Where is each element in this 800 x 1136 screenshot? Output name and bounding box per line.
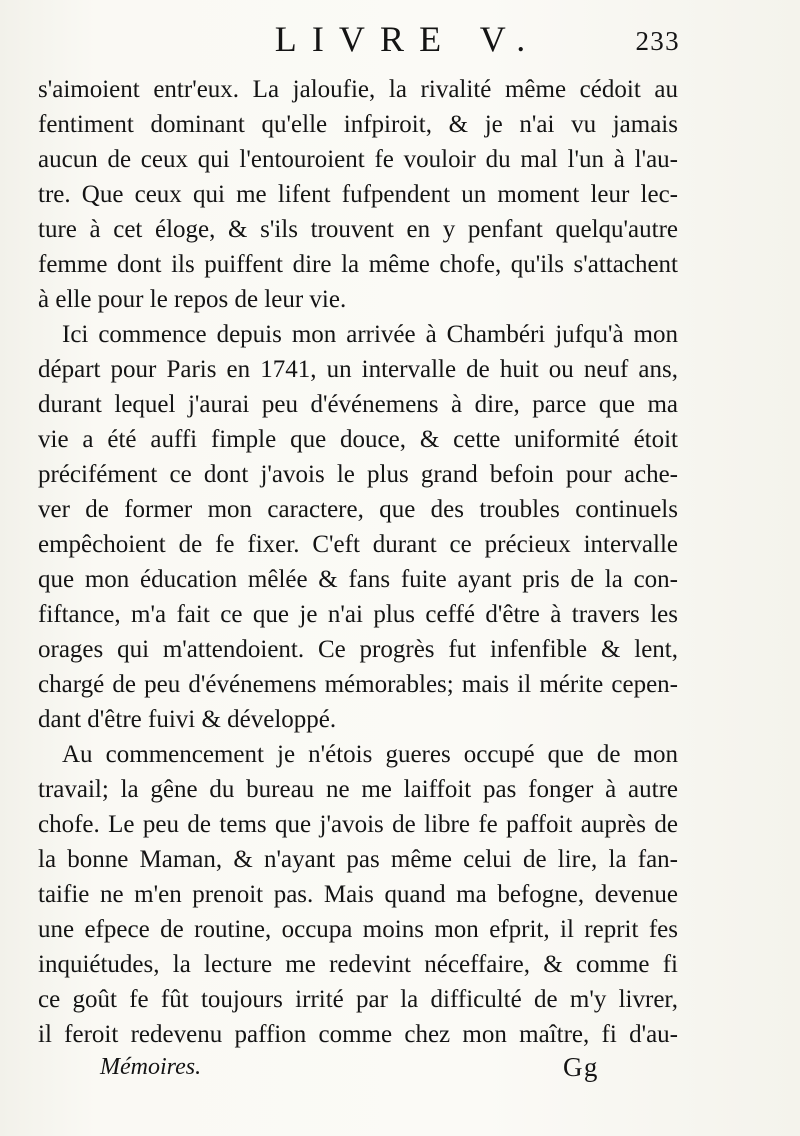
text-line: orages qui m'attendoient. Ce progrès fut infenfible & lent,	[38, 636, 678, 663]
text-line: inquiétudes, la lecture me redevint néceffaire, & comme fi	[38, 951, 678, 978]
running-header-title: LIVRE V.	[274, 19, 541, 59]
text-line: une efpece de routine, occupa moins mon efprit, il reprit fes	[38, 916, 678, 943]
text-line: précifément ce dont j'avois le plus grand befoin pour ache-	[38, 461, 678, 488]
text-line: ver de former mon caractere, que des troubles continuels	[38, 496, 678, 523]
text-line: il feroit redevenu paffion comme chez mon maître, fi d'au-	[38, 1021, 678, 1048]
text-line: dant d'être fuivi & développé.	[38, 706, 337, 733]
text-line: aucun de ceux qui l'entouroient fe vouloir du mal l'un à l'au-	[38, 146, 678, 173]
text-line: ture à cet éloge, & s'ils trouvent en y penfant quelqu'autre	[38, 216, 678, 243]
text-line: la bonne Maman, & n'ayant pas même celui de lire, la fan-	[38, 846, 678, 873]
signature-mark: Gg	[563, 1052, 599, 1082]
text-line: chargé de peu d'événemens mémorables; mais il mérite cepen-	[38, 671, 678, 698]
body-text	[38, 72, 678, 1052]
text-line: fiftance, m'a fait ce que je n'ai plus ceffé d'être à travers les	[38, 601, 678, 628]
text-line: que mon éducation mêlée & fans fuite ayant pris de la con-	[38, 566, 678, 593]
text-line: vie a été auffi fimple que douce, & cette uniformité étoit	[38, 426, 678, 453]
page-number: 233	[635, 26, 680, 56]
text-line: empêchoient de fe fixer. C'eft durant ce précieux intervalle	[38, 531, 678, 558]
text-line: durant lequel j'aurai peu d'événemens à dire, parce que ma	[38, 391, 678, 418]
paragraph	[38, 72, 678, 317]
text-line: taifie ne m'en prenoit pas. Mais quand ma befogne, devenue	[38, 881, 678, 908]
text-line: s'aimoient entr'eux. La jaloufie, la rivalité même cédoit au	[38, 76, 678, 103]
text-line: ce goût fe fût toujours irrité par la difficulté de m'y livrer,	[38, 986, 678, 1013]
paragraph	[38, 737, 678, 1052]
text-line: départ pour Paris en 1741, un intervalle de huit ou neuf ans,	[38, 356, 678, 383]
footer-work-title: Mémoires.	[100, 1054, 202, 1080]
text-line: à elle pour le repos de leur vie.	[38, 286, 347, 313]
text-line: fentiment dominant qu'elle infpiroit, & je n'ai vu jamais	[38, 111, 678, 138]
text-line: chofe. Le peu de tems que j'avois de libre fe paffoit auprès de	[38, 811, 678, 838]
text-line: Au commencement je n'étois gueres occupé que de mon	[62, 741, 678, 768]
text-line: Ici commence depuis mon arrivée à Chambéri jufqu'à mon	[62, 321, 678, 348]
paragraph	[38, 317, 678, 737]
text-line: femme dont ils puiffent dire la même chofe, qu'ils s'attachent	[38, 251, 678, 278]
text-line: travail; la gêne du bureau ne me laiffoit pas fonger à autre	[38, 776, 678, 803]
text-line: tre. Que ceux qui me lifent fufpendent un moment leur lec-	[38, 181, 678, 208]
